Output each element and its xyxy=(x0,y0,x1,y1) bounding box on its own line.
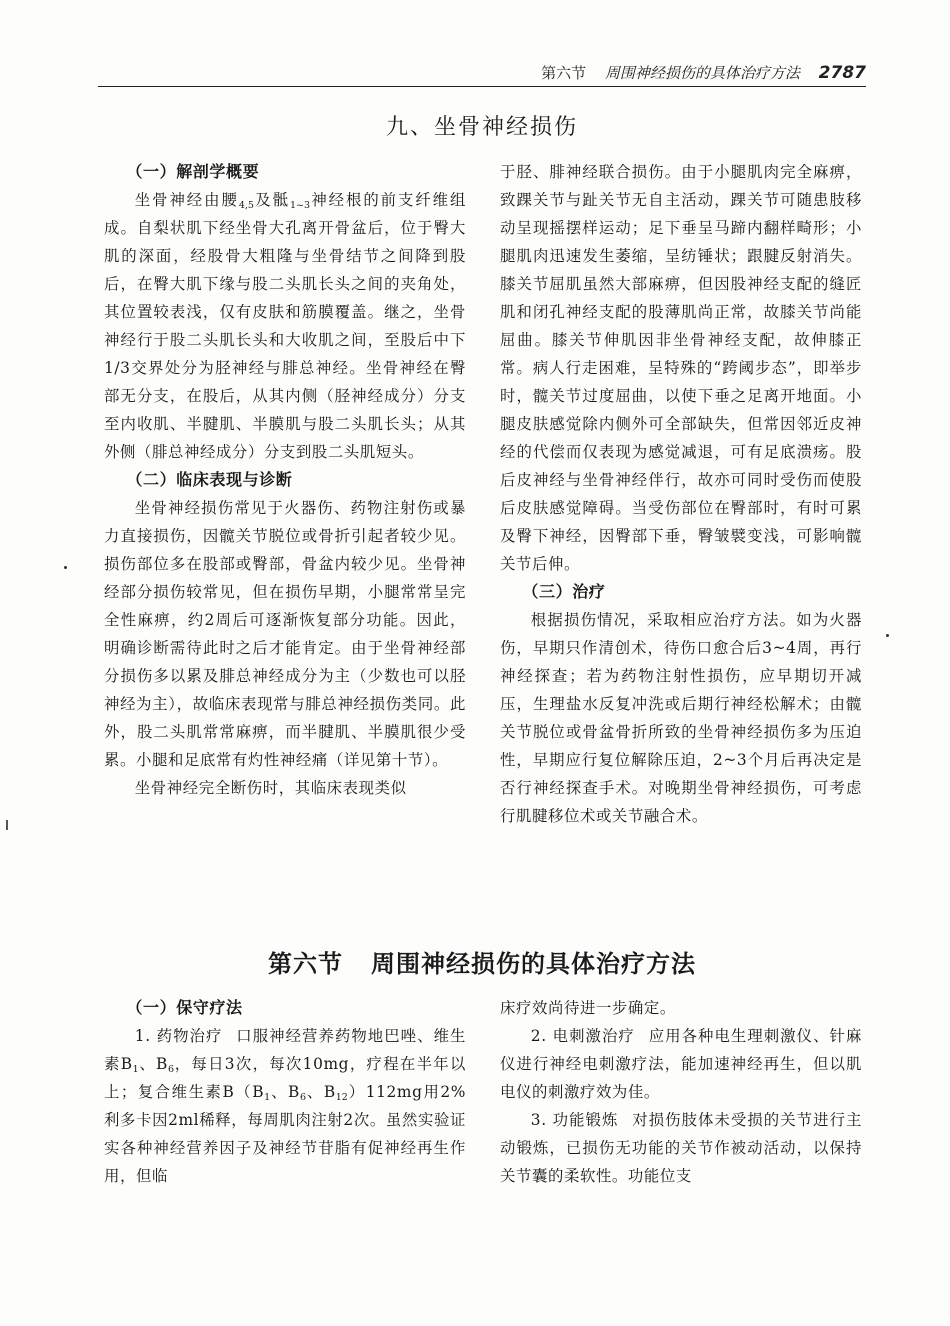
header-title: 周围神经损伤的具体治疗方法 xyxy=(604,64,800,82)
scan-speck xyxy=(886,634,889,637)
running-header xyxy=(98,60,866,87)
exercise-term: 3. 功能锻炼 xyxy=(530,1111,619,1129)
page-number: 2787 xyxy=(818,63,866,83)
scan-mark xyxy=(6,820,8,830)
scan-speck xyxy=(64,566,67,569)
anatomy-heading: （一）解剖学概要 xyxy=(126,162,260,181)
treatment-heading: （三）治疗 xyxy=(522,582,606,601)
clinical-heading: （二）临床表现与诊断 xyxy=(126,470,293,489)
upper-right-column xyxy=(500,158,862,830)
upper-left-column xyxy=(104,158,466,802)
electric-therapy-term: 2. 电刺激治疗 xyxy=(530,1027,635,1045)
chapter-heading xyxy=(98,944,866,979)
treatment-paragraph: 根据损伤情况，采取相应治疗方法。如为火器伤，早期只作清创术，待伤口愈合后3~4周，再行神经探查；若为药物注射性损伤，应早期切开减压，生理盐水反复冲洗或后期行神经松解术；由髋关节脱位或骨盆骨折所致的坐骨神经损伤多为压迫性，早期应行复位解除压迫，2~3个月后再决定是否行神经探查手术。对晚期坐骨神经损伤，可考虑行肌腱移位术或关节融合术。 xyxy=(500,611,862,825)
clinical-paragraph-2: 坐骨神经完全断伤时，其临床表现类似 xyxy=(134,779,407,797)
lower-left-column xyxy=(104,994,466,1190)
chapter-title: 周围神经损伤的具体治疗方法 xyxy=(371,950,696,978)
conservative-heading: （一）保守疗法 xyxy=(126,998,243,1017)
anatomy-paragraph: 坐骨神经由腰$_{4,5}$及骶$_{1\sim 3}$神经根的前支纤维组成。自梨状肌下经坐骨大孔离开骨盆后，位于臀大肌的深面，经股骨大粗隆与坐骨结节之间降到股后，在臀大肌下缘与股二头肌长头之间的夹角处，其位置较表浅，仅有皮肤和筋膜覆盖。继之，坐骨神经行于股二头肌长头和大收肌之间，至股后中下1/3交界处分为胫神经与腓总神经。坐骨神经在臀部无分支，在股后，从其内侧（胫神经成分）分支至内收肌、半腱肌、半膜肌与股二头肌长头；从其外侧（腓总神经成分）分支到股二头肌短头。 xyxy=(104,191,467,461)
lower-right-column xyxy=(500,994,862,1190)
exercise-paragraph: 3. 功能锻炼 对损伤肢体未受损的关节进行主动锻炼，已损伤无功能的关节作被动活动，以保持关节囊的柔软性。功能位支 xyxy=(500,1111,863,1185)
drug-therapy-term: 1. 药物治疗 xyxy=(134,1027,223,1045)
clinical-paragraph-1: 坐骨神经损伤常见于火器伤、药物注射伤或暴力直接损伤，因髋关节脱位或骨折引起者较少见。损伤部位多在股部或臀部，骨盆内较少见。坐骨神经部分损伤较常见，但在损伤早期，小腿常常呈完全性麻痹，约2周后可逐渐恢复部分功能。因此，明确诊断需待此时之后才能肯定。由于坐骨神经部分损伤多以累及腓总神经成分为主（少数也可以胫神经为主），故临床表现常与腓总神经损伤类同。此外，股二头肌常常麻痹，而半腱肌、半膜肌很少受累。小腿和足底常有灼性神经痛（详见第十节）。 xyxy=(104,499,466,769)
header-section: 第六节 xyxy=(541,64,587,82)
chapter-number: 第六节 xyxy=(268,950,343,978)
drug-therapy-continued: 床疗效尚待进一步确定。 xyxy=(500,999,676,1017)
clinical-paragraph-2-continued: 于胫、腓神经联合损伤。由于小腿肌肉完全麻痹，致踝关节与趾关节无自主活动，踝关节可随患肢移动呈现摇摆样运动；足下垂呈马蹄内翻样畸形；小腿肌肉迅速发生萎缩，呈纺锤状；跟腱反射消失。膝关节屈肌虽然大部麻痹，但因股神经支配的缝匠肌和闭孔神经支配的股薄肌尚正常，故膝关节尚能屈曲。膝关节伸肌因非坐骨神经支配，故伸膝正常。病人行走困难，呈特殊的“跨阈步态”，即举步时，髋关节过度屈曲，以使下垂之足离开地面。小腿皮肤感觉除内侧外可全部缺失，但常因邻近皮神经的代偿而仅表现为感觉减退，可有足底溃疡。股后皮神经与坐骨神经伴行，故亦可同时受伤而使股后皮肤感觉障碍。当受伤部位在臀部时，有时可累及臀下神经，因臀部下垂，臀皱襞变浅，可影响髋关节后伸。 xyxy=(500,163,862,573)
electric-therapy-paragraph: 2. 电刺激治疗 应用各种电生理刺激仪、针麻仪进行神经电刺激疗法，能加速神经再生，但以肌电仪的刺激疗效为佳。 xyxy=(500,1027,862,1101)
section-title: 九、坐骨神经损伤 xyxy=(385,115,578,140)
drug-therapy-paragraph: 1. 药物治疗 口服神经营养药物地巴唑、维生素$B_1$、$B_6$，每日3次，每次10mg，疗程在半年以上；复合维生素$B(B_1$、$B_6$、$B_{12})112mg$用2%利多卡因2ml稀释，每周肌肉注射2次。虽然实验证实各种神经营养因子及神经节苷脂有促神经再生作用，但临 xyxy=(104,1027,467,1185)
